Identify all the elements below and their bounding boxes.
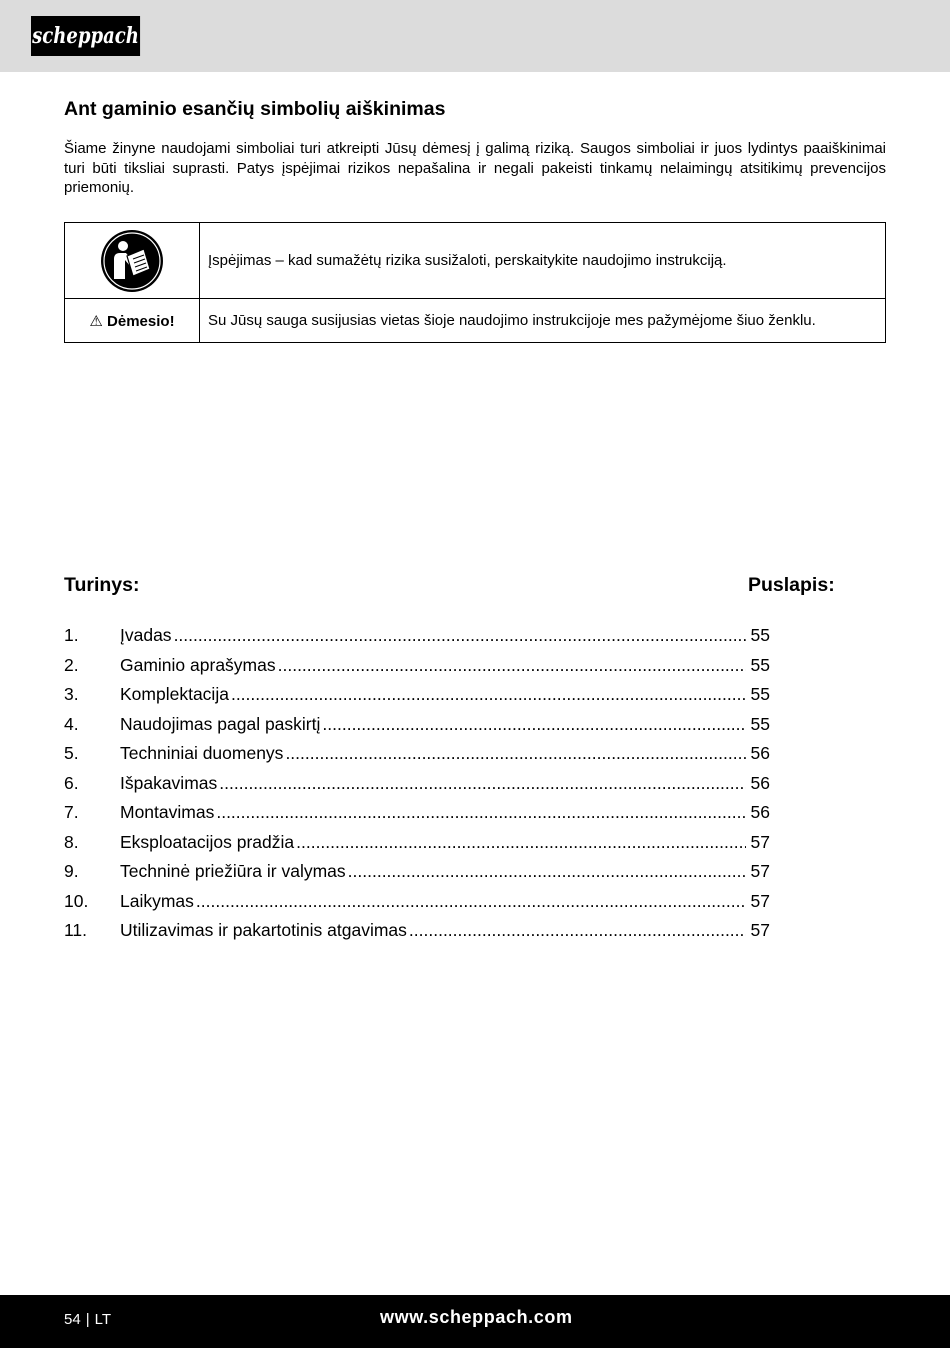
- toc-item-page: 55: [750, 625, 770, 645]
- toc-page-heading: Puslapis:: [748, 574, 835, 596]
- toc-item-number: 2.: [64, 654, 79, 675]
- scheppach-logo: scheppach: [31, 16, 140, 56]
- toc-item-page: 57: [750, 861, 770, 881]
- page-header: [0, 0, 950, 72]
- toc-item-title: Utilizavimas ir pakartotinis atgavimas: [120, 920, 407, 940]
- symbols-row: [65, 223, 886, 299]
- toc-item-number: 10.: [64, 890, 89, 911]
- toc-leader-dots: [174, 625, 746, 646]
- toc-leader-dots: [216, 802, 746, 823]
- toc-list: [64, 625, 770, 950]
- warning-triangle-icon: ⚠: [89, 312, 103, 330]
- toc-leader-dots: [196, 891, 746, 912]
- attention-label: Dėmesio!: [107, 312, 175, 330]
- toc-item[interactable]: [64, 832, 770, 862]
- toc-leader-dots: [348, 861, 746, 882]
- toc-item[interactable]: [64, 773, 770, 803]
- symbol-cell: [65, 223, 200, 299]
- toc-item-page: 57: [750, 890, 770, 911]
- toc-item-page: 55: [750, 684, 770, 704]
- toc-item-title: Komplektacija: [120, 684, 229, 704]
- toc-item-page: 56: [750, 802, 770, 822]
- toc-title: Turinys:: [64, 574, 140, 596]
- symbol-description: Įspėjimas – kad sumažėtų rizika susižaloti, perskaitykite naudojimo instrukciją.: [200, 223, 886, 299]
- toc-item-number: 11.: [64, 920, 88, 940]
- read-manual-icon: [100, 229, 164, 293]
- toc-item-page: 55: [750, 713, 770, 734]
- footer-separator: |: [85, 1311, 90, 1328]
- toc-leader-dots: [296, 832, 746, 853]
- toc-item-title: Laikymas: [120, 890, 194, 911]
- toc-item[interactable]: [64, 802, 770, 832]
- toc-item[interactable]: [64, 743, 770, 773]
- toc-item[interactable]: [64, 920, 770, 950]
- footer-website-link[interactable]: www.scheppach.com: [380, 1307, 573, 1327]
- toc-item-page: 57: [750, 831, 770, 852]
- toc-item-title: Naudojimas pagal paskirtį: [120, 713, 321, 734]
- toc-item-title: Techniniai duomenys: [120, 743, 284, 763]
- toc-leader-dots: [409, 920, 746, 941]
- toc-leader-dots: [219, 773, 746, 794]
- toc-item-number: 7.: [64, 802, 79, 822]
- toc-item-number: 3.: [64, 684, 79, 704]
- toc-leader-dots: [278, 655, 746, 676]
- toc-item[interactable]: [64, 655, 770, 685]
- toc-item-title: Montavimas: [120, 802, 215, 822]
- symbols-intro-text: Šiame žinyne naudojami simboliai turi atkreipti Jūsų dėmesį į galimą riziką. Saugos simboliai ir juos lydintys paaiškinimai turi būti tiksliai suprasti. Patys įspėjimai rizikos nepašalina ir negali pakeisti tinkamų nelaimingų atsitikimų prevencijos priemonių.: [64, 140, 886, 196]
- symbols-table: [64, 222, 886, 343]
- toc-item[interactable]: [64, 684, 770, 714]
- toc-item-page: 56: [750, 772, 770, 793]
- toc-item-number: 6.: [64, 772, 79, 793]
- symbols-section-title: Ant gaminio esančių simbolių aiškinimas: [64, 98, 446, 120]
- toc-item-number: 8.: [64, 831, 79, 852]
- symbol-description: Su Jūsų sauga susijusias vietas šioje naudojimo instrukcijoje mes pažymėjome šiuo ženklu.: [200, 299, 886, 343]
- toc-leader-dots: [231, 684, 746, 705]
- symbol-cell: [65, 299, 200, 343]
- toc-leader-dots: [322, 714, 746, 735]
- toc-item-title: Techninė priežiūra ir valymas: [120, 861, 346, 881]
- page-footer: [0, 1295, 950, 1348]
- toc-item-page: 57: [750, 920, 770, 940]
- toc-item-number: 9.: [64, 861, 79, 881]
- toc-item[interactable]: [64, 861, 770, 891]
- toc-item[interactable]: [64, 625, 770, 655]
- toc-item-page: 56: [750, 743, 770, 763]
- toc-item-number: 5.: [64, 743, 79, 763]
- toc-item-number: 1.: [64, 625, 79, 645]
- toc-item-title: Eksploatacijos pradžia: [120, 831, 295, 852]
- toc-item[interactable]: [64, 891, 770, 921]
- toc-leader-dots: [285, 743, 746, 764]
- symbols-row: [65, 299, 886, 343]
- footer-page-info: [64, 1311, 111, 1328]
- toc-item-number: 4.: [64, 713, 79, 734]
- toc-item[interactable]: [64, 714, 770, 744]
- toc-item-title: Išpakavimas: [120, 772, 218, 793]
- toc-item-title: Įvadas: [120, 625, 172, 645]
- footer-page-number: 54: [64, 1311, 81, 1328]
- toc-item-page: 55: [750, 654, 770, 675]
- footer-language: LT: [94, 1311, 111, 1328]
- toc-item-title: Gaminio aprašymas: [120, 654, 276, 675]
